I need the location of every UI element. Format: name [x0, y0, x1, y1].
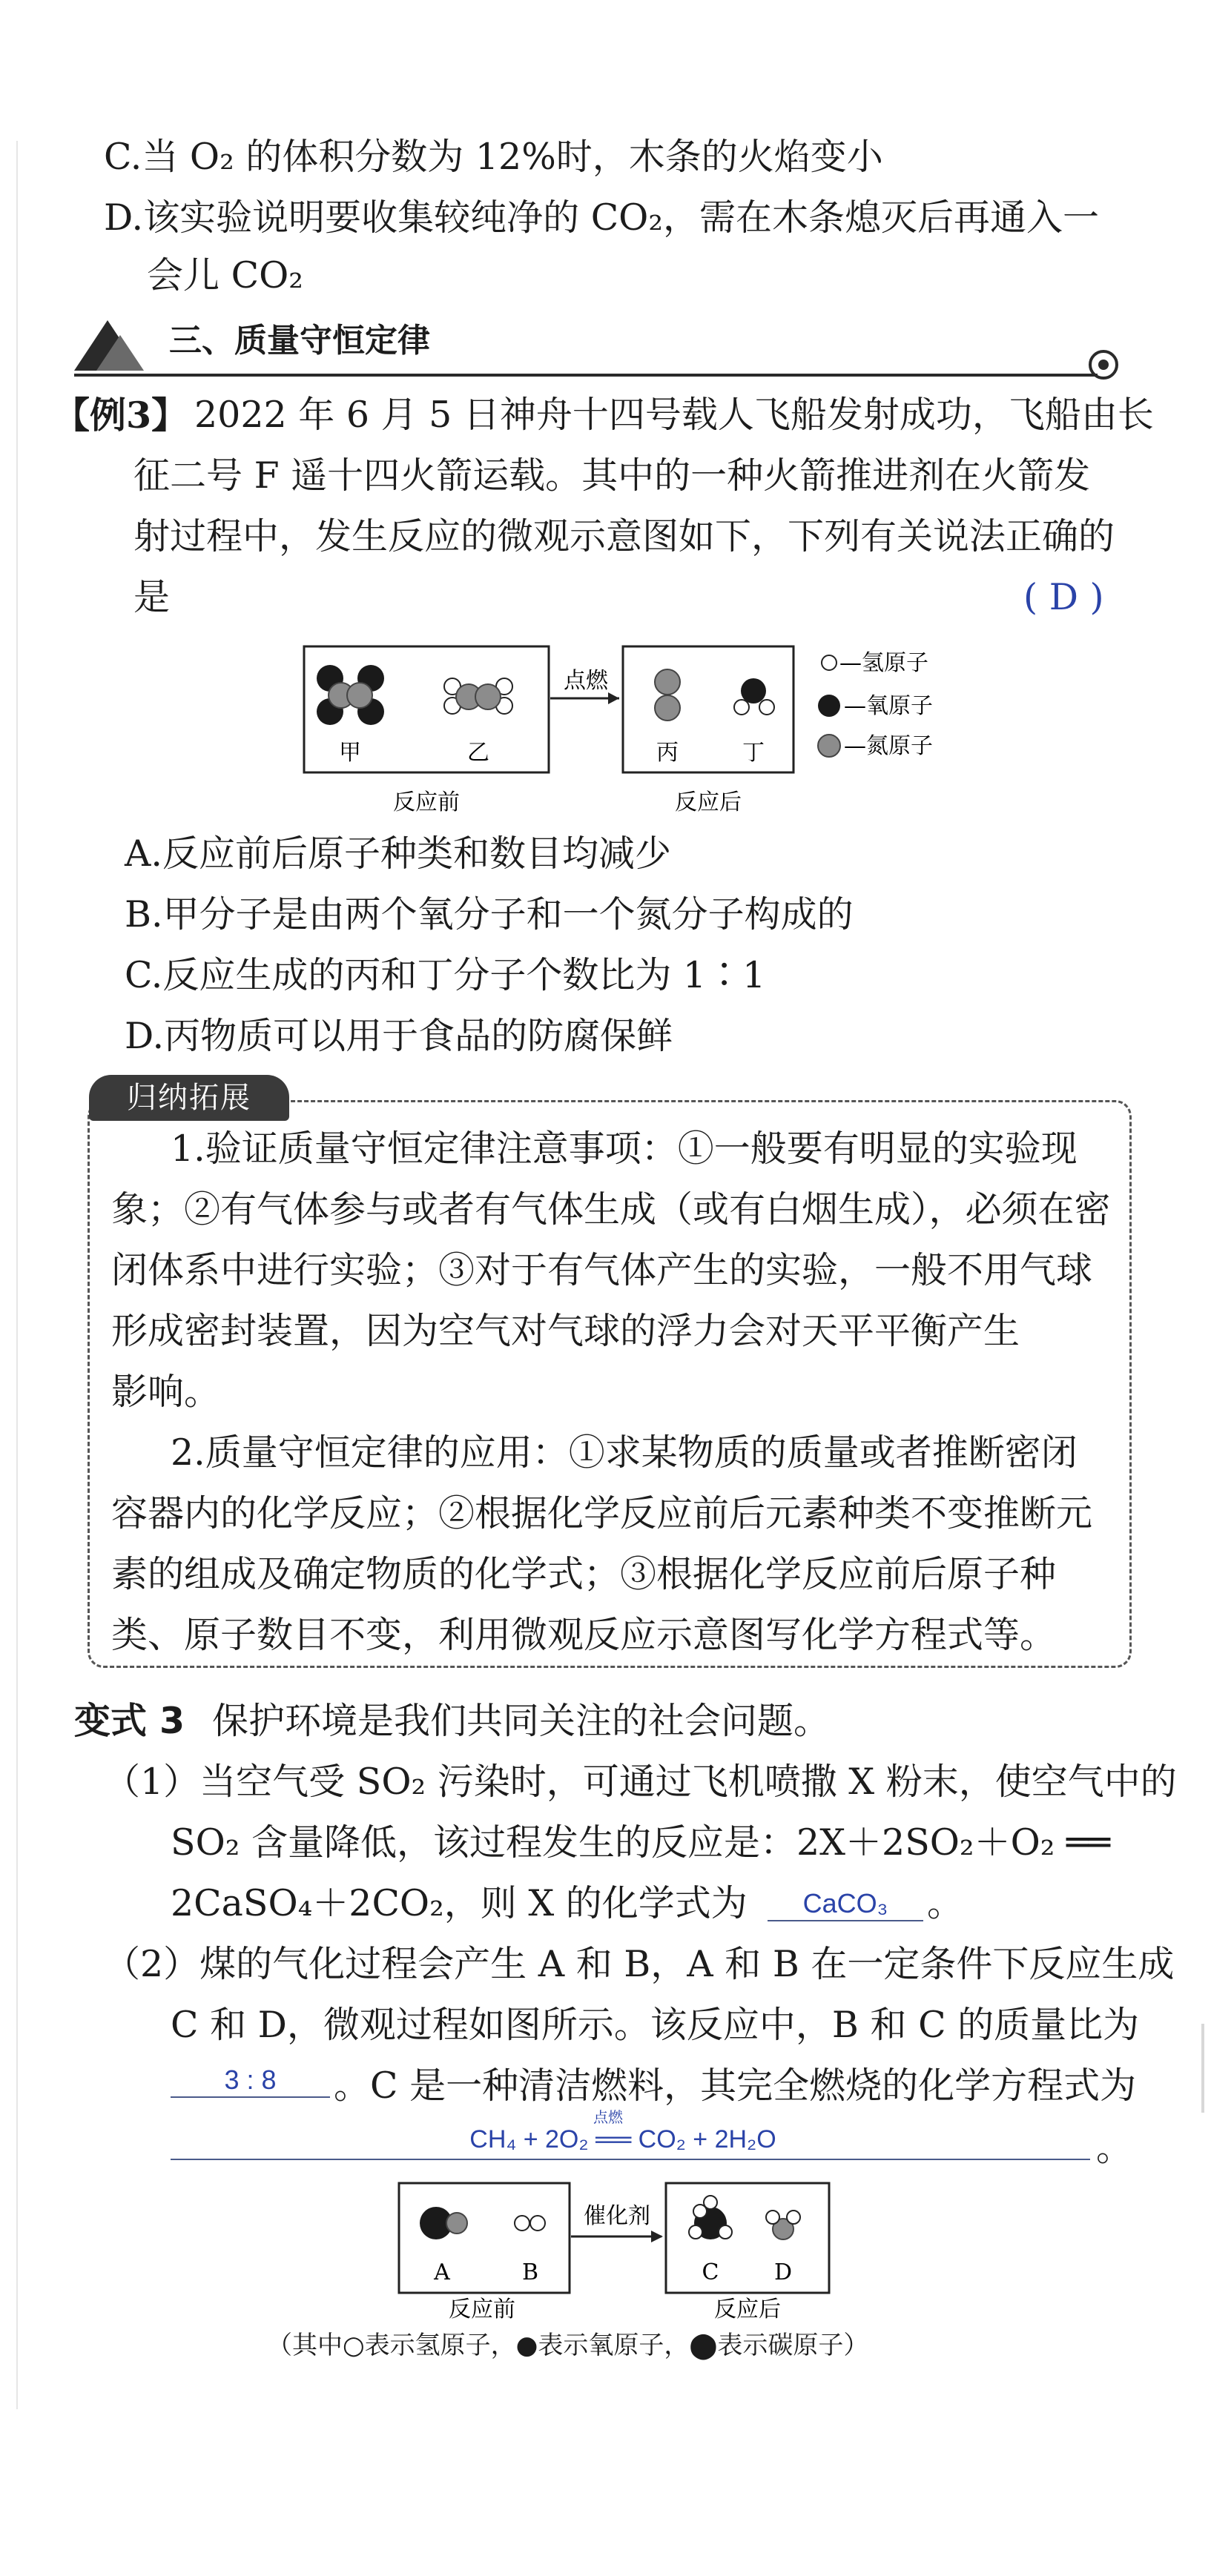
q1-line2: SO₂ 含量降低，该过程发生的反应是：2X＋2SO₂＋O₂ ══ — [171, 1821, 1110, 1864]
molecule-yi — [444, 678, 512, 714]
q2-line3-post: 。C 是一种清洁燃料，其完全燃烧的化学方程式为 — [334, 2065, 1137, 2107]
legend-hydrogen: —氢原子 — [839, 650, 928, 676]
q2-equation-period: 。 — [1096, 2127, 1133, 2169]
summary-p1-line2: 象；②有气体参与或者有气体生成（或有白烟生成），必须在密 — [111, 1188, 1111, 1231]
option-c-top: C.当 O₂ 的体积分数为 12%时，木条的火焰变小 — [104, 136, 883, 178]
variant-tag: 变式 3 — [74, 1700, 185, 1742]
summary-p1-line3: 闭体系中进行实验；③对于有气体产生的实验，一般不用气球 — [111, 1249, 1093, 1291]
example-option-c: C.反应生成的丙和丁分子个数比为 1∶1 — [125, 954, 766, 996]
example-option-a: A.反应前后原子种类和数目均减少 — [125, 832, 671, 875]
example-line1: 2022 年 6 月 5 日神舟十四号载人飞船发射成功，飞船由长 — [194, 394, 1154, 436]
q2-equation-answer: CH₄ + 2O₂ ══ CO₂ + 2H₂O — [469, 2125, 776, 2153]
molecule-jia — [317, 665, 384, 725]
q2-equation-blank — [171, 2159, 1090, 2160]
variant-caption-before: 反应前 — [449, 2297, 515, 2322]
section-title: 三、质量守恒定律 — [169, 322, 430, 360]
q1-answer: CaCO₃ — [802, 1888, 888, 1918]
molecule-bing — [655, 669, 680, 721]
q2-equation-condition: 点燃 — [593, 2110, 623, 2126]
example-reaction-diagram — [282, 638, 994, 823]
variant-before-box — [399, 2183, 570, 2293]
molecule-B — [515, 2216, 545, 2231]
molecule-A — [420, 2207, 467, 2239]
label-ding: 丁 — [742, 740, 765, 766]
variant-legend-note: （其中○表示氢原子，●表示氧原子，⬤表示碳原子） — [267, 2331, 869, 2360]
example-tag: 【例3】 — [53, 394, 188, 437]
summary-p1-line4: 形成密封装置，因为空气对气球的浮力会对天平平衡产生 — [111, 1310, 1020, 1352]
label-bing: 丙 — [656, 740, 679, 766]
label-jia: 甲 — [339, 740, 361, 766]
example-line3: 射过程中，发生反应的微观示意图如下，下列有关说法正确的 — [133, 515, 1115, 557]
legend-nitrogen-icon — [818, 735, 840, 757]
legend-oxygen: —氧原子 — [844, 693, 933, 719]
variant-reaction-diagram — [386, 2176, 845, 2324]
legend-hydrogen-icon — [822, 655, 837, 670]
molecule-C — [689, 2196, 732, 2239]
summary-p2-line3: 素的组成及确定物质的化学式；③根据化学反应前后原子种 — [111, 1553, 1057, 1595]
q1-line3-pre: 2CaSO₄＋2CO₂，则 X 的化学式为 — [171, 1882, 748, 1924]
summary-p1-line5: 影响。 — [111, 1371, 221, 1413]
example-option-d: D.丙物质可以用于食品的防腐保鲜 — [125, 1015, 673, 1057]
caption-before: 反应前 — [393, 789, 460, 815]
example-answer: ( D ) — [1023, 576, 1104, 618]
legend-oxygen-icon — [818, 695, 840, 717]
molecule-ding — [734, 678, 774, 715]
q2-line2: C 和 D，微观过程如图所示。该反应中，B 和 C 的质量比为 — [171, 2004, 1140, 2046]
variant-arrow-label: 催化剂 — [584, 2203, 650, 2229]
summary-p2-line4: 类、原子数目不变，利用微观反应示意图写化学方程式等。 — [111, 1614, 1057, 1656]
summary-p1-line1: 1.验证质量守恒定律注意事项：①一般要有明显的实验现 — [171, 1128, 1078, 1170]
variant-after-box — [666, 2183, 829, 2293]
q1-line3-post: 。 — [927, 1882, 964, 1924]
option-d-top-line1: D.该实验说明要收集较纯净的 CO₂，需在木条熄灭后再通入一 — [104, 196, 1099, 239]
molecule-D — [766, 2211, 800, 2239]
label-C: C — [702, 2259, 719, 2285]
q2-ratio-answer: 3 : 8 — [224, 2065, 277, 2095]
variant-stem: 保护环境是我们共同关注的社会问题。 — [212, 1700, 831, 1742]
q1-answer-blank — [768, 1920, 923, 1921]
section-heading — [74, 311, 1127, 393]
q2-ratio-blank — [171, 2096, 330, 2098]
example-line2: 征二号 F 遥十四火箭运载。其中的一种火箭推进剂在火箭发 — [133, 454, 1091, 497]
q1-line1: （1）当空气受 SO₂ 污染时，可通过飞机喷撒 X 粉末，使空气中的 — [104, 1761, 1177, 1803]
label-D: D — [773, 2259, 793, 2285]
caption-after: 反应后 — [675, 789, 742, 815]
page-edge-shadow — [16, 141, 18, 2409]
example-line4: 是 — [133, 576, 171, 618]
label-B: B — [521, 2259, 539, 2285]
page-edge-shadow-right — [1201, 2024, 1204, 2113]
summary-label: 归纳拓展 — [89, 1075, 289, 1121]
diagram-arrow-label: 点燃 — [564, 668, 608, 694]
legend-nitrogen: —氮原子 — [844, 733, 933, 759]
example-option-b: B.甲分子是由两个氧分子和一个氮分子构成的 — [125, 893, 854, 936]
option-d-top-line2: 会儿 CO₂ — [147, 254, 303, 297]
summary-p2-line2: 容器内的化学反应；②根据化学反应前后元素种类不变推断元 — [111, 1492, 1093, 1534]
summary-p2-line1: 2.质量守恒定律的应用：①求某物质的质量或者推断密闭 — [171, 1431, 1078, 1474]
q2-line1: （2）煤的气化过程会产生 A 和 B，A 和 B 在一定条件下反应生成 — [104, 1943, 1175, 1985]
label-yi: 乙 — [467, 740, 489, 766]
label-A: A — [434, 2259, 450, 2285]
variant-caption-after: 反应后 — [714, 2297, 781, 2322]
